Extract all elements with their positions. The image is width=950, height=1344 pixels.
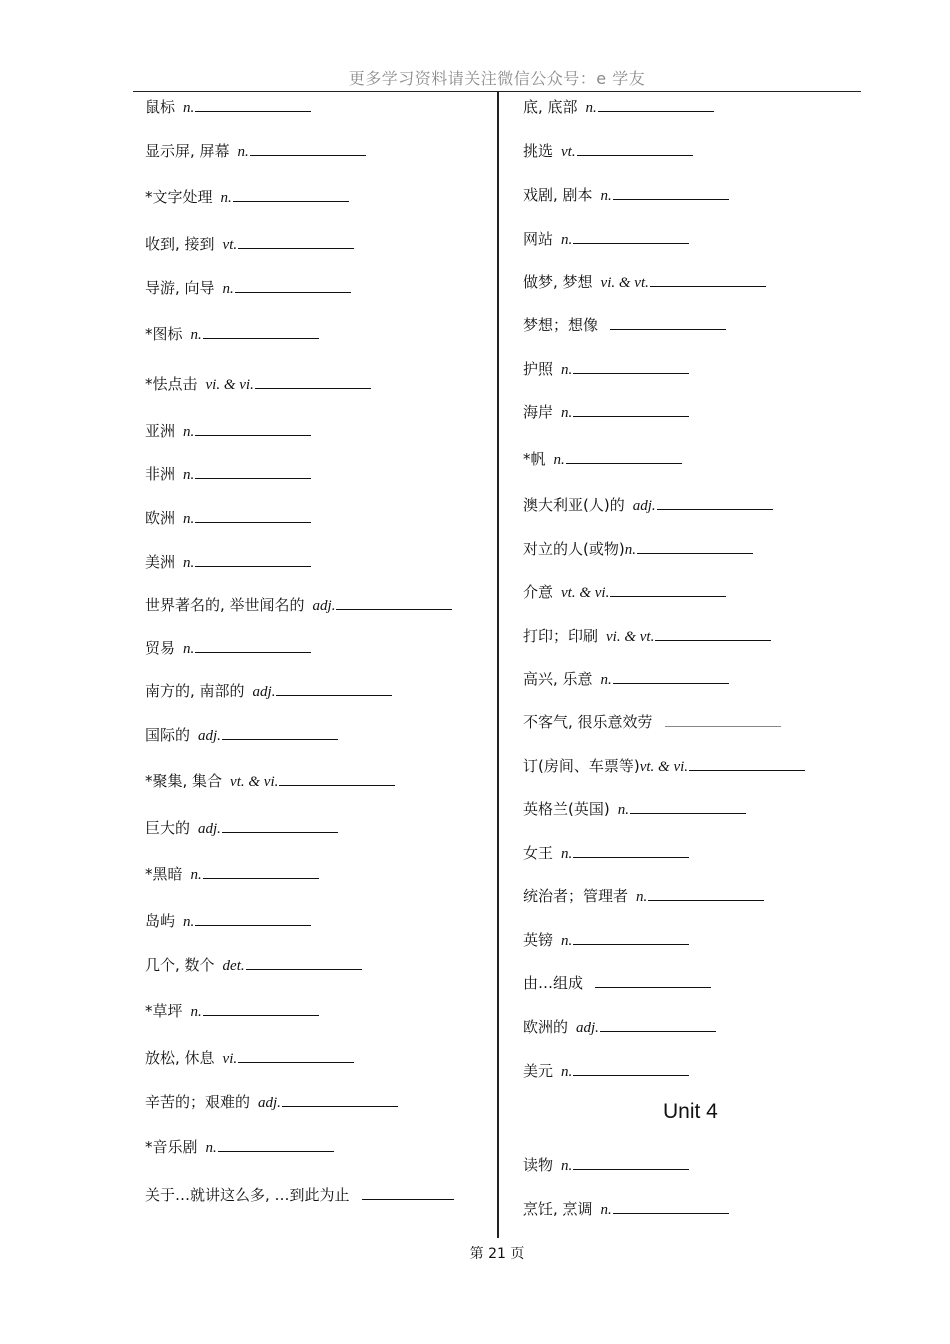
entry-pos: adj.: [198, 728, 221, 744]
entry-word: 欧洲的: [523, 1018, 569, 1036]
vocab-entry: [145, 909, 311, 932]
entry-pos: n.: [190, 1004, 202, 1020]
entry-pos: vi. & vt.: [606, 629, 655, 645]
vocab-entry: [145, 1046, 354, 1069]
entry-word: 读物: [523, 1156, 554, 1174]
entry-word: *黑暗: [145, 865, 183, 883]
entry-pos: n.: [561, 1158, 573, 1174]
page-header: 更多学习资料请关注微信公众号：e 学友: [348, 69, 646, 88]
entry-pos: n.: [190, 327, 202, 343]
vocab-entry: [145, 999, 319, 1022]
vocab-entry: [523, 1015, 716, 1038]
answer-blank[interactable]: [648, 884, 764, 901]
answer-blank[interactable]: [655, 624, 771, 641]
entry-word: 英镑: [523, 931, 554, 949]
answer-blank[interactable]: [195, 550, 311, 567]
column-divider: [497, 92, 499, 1238]
entry-pos: n.: [183, 467, 195, 483]
entry-pos: n.: [183, 914, 195, 930]
answer-blank[interactable]: [613, 1197, 729, 1214]
entry-word: 英格兰(英国): [523, 800, 610, 818]
entry-word: 女王: [523, 844, 554, 862]
entry-pos: n.: [183, 424, 195, 440]
answer-blank[interactable]: [203, 999, 319, 1016]
entry-pos: vi.: [222, 1051, 238, 1067]
vocab-entry: [523, 580, 726, 603]
vocab-entry: [523, 139, 693, 162]
vocab-entry: [523, 624, 771, 647]
answer-blank[interactable]: [573, 1153, 689, 1170]
vocab-entry: [145, 636, 311, 659]
vocab-entry: [523, 884, 764, 907]
vocab-entry: [145, 276, 351, 299]
entry-pos: adj.: [312, 598, 336, 614]
answer-blank[interactable]: [238, 232, 354, 249]
vocab-entry: [145, 95, 311, 118]
entry-word: 鼠标: [145, 98, 176, 116]
entry-word: 海岸: [523, 403, 554, 421]
vocab-entry: [145, 1135, 334, 1158]
vocab-entry: [145, 372, 371, 395]
vocab-entry: [523, 183, 729, 206]
answer-blank[interactable]: [637, 537, 753, 554]
vocab-entry: [523, 357, 689, 380]
unit-heading: Unit 4: [663, 1100, 718, 1123]
vocab-entry: [523, 313, 726, 335]
answer-blank[interactable]: [689, 754, 805, 771]
entry-word: 贸易: [145, 639, 176, 657]
entry-pos: adj.: [252, 684, 276, 700]
answer-blank[interactable]: [195, 909, 311, 926]
answer-blank[interactable]: [279, 769, 395, 786]
vocab-entry: [145, 679, 392, 702]
entry-word: 欧洲: [145, 509, 176, 527]
entry-word: 做梦, 梦想: [523, 273, 593, 291]
vocab-entry: [145, 769, 395, 792]
entry-pos: n.: [183, 100, 195, 116]
entry-pos: adj.: [576, 1020, 599, 1036]
entry-pos: vt. & vi.: [561, 585, 610, 601]
entry-pos: n.: [600, 672, 612, 688]
vocab-entry: [145, 862, 319, 885]
answer-blank[interactable]: [665, 710, 781, 727]
vocab-entry: [523, 928, 689, 951]
answer-blank[interactable]: [195, 419, 311, 436]
entry-pos: n.: [183, 555, 195, 571]
answer-blank[interactable]: [246, 953, 362, 970]
answer-blank[interactable]: [195, 95, 311, 112]
entry-word: 不客气, 很乐意效劳: [523, 713, 653, 731]
entry-word: 巨大的: [145, 819, 191, 837]
entry-word: 导游, 向导: [145, 279, 215, 297]
vocab-entry: [523, 797, 746, 820]
entry-word: 美元: [523, 1062, 554, 1080]
answer-blank[interactable]: [233, 185, 349, 202]
vocab-entry: [145, 816, 338, 839]
entry-word: 网站: [523, 230, 554, 248]
entry-word: *帆: [523, 450, 546, 468]
entry-word: 介意: [523, 583, 554, 601]
vocab-entry: [145, 506, 311, 529]
entry-word: 国际的: [145, 726, 191, 744]
entry-pos: n.: [205, 1140, 217, 1156]
vocab-entry: [523, 1153, 689, 1176]
entry-word: 澳大利亚(人)的: [523, 496, 625, 514]
vocab-entry: [145, 185, 349, 208]
entry-pos: n.: [561, 846, 573, 862]
vocab-entry: [523, 493, 773, 516]
answer-blank[interactable]: [573, 357, 689, 374]
answer-blank[interactable]: [573, 1059, 689, 1076]
entry-word: 非洲: [145, 465, 176, 483]
entry-pos: vi. & vi.: [205, 377, 254, 393]
vocab-entry: [145, 462, 311, 485]
entry-pos: n.: [561, 405, 573, 421]
vocab-entry: [145, 1183, 454, 1205]
entry-word: *文字处理: [145, 188, 213, 206]
entry-pos: n.: [222, 281, 234, 297]
vocab-entry: [145, 723, 338, 746]
answer-blank[interactable]: [255, 372, 371, 389]
answer-blank[interactable]: [362, 1183, 454, 1200]
entry-word: 关于…就讲这么多, …到此为止: [145, 1186, 350, 1204]
entry-pos: n.: [617, 802, 629, 818]
vocab-entry: [523, 971, 711, 993]
entry-word: 几个, 数个: [145, 956, 215, 974]
entry-word: 护照: [523, 360, 554, 378]
vocab-entry: [145, 139, 366, 162]
entry-word: *怯点击: [145, 375, 198, 393]
vocab-entry: [523, 710, 781, 732]
vocab-entry: [145, 593, 452, 616]
entry-word: 显示屏, 屏幕: [145, 142, 230, 160]
entry-pos: vi. & vt.: [600, 275, 649, 291]
entry-pos: n.: [636, 889, 648, 905]
vocab-entry: [523, 1059, 689, 1082]
answer-blank[interactable]: [195, 636, 311, 653]
entry-pos: vt. & vi.: [639, 759, 689, 775]
vocab-entry: [523, 400, 689, 423]
entry-word: *草坪: [145, 1002, 183, 1020]
answer-blank[interactable]: [598, 95, 714, 112]
answer-blank[interactable]: [595, 971, 711, 988]
vocab-entry: [523, 227, 689, 250]
entry-word: *音乐剧: [145, 1138, 198, 1156]
entry-pos: n.: [183, 641, 195, 657]
entry-pos: n.: [624, 542, 636, 558]
answer-blank[interactable]: [613, 183, 729, 200]
entry-pos: n.: [600, 188, 612, 204]
entry-pos: adj.: [258, 1095, 281, 1111]
answer-blank[interactable]: [222, 816, 338, 833]
entry-pos: n.: [220, 190, 232, 206]
entry-word: 底, 底部: [523, 98, 578, 116]
entry-pos: n.: [600, 1202, 612, 1218]
vocab-entry: [145, 953, 362, 976]
answer-blank[interactable]: [250, 139, 366, 156]
entry-pos: n.: [561, 933, 573, 949]
vocab-entry: [145, 550, 311, 573]
entry-word: 统治者；管理者: [523, 887, 629, 905]
entry-pos: n.: [190, 867, 202, 883]
entry-word: 美洲: [145, 553, 176, 571]
entry-word: 世界著名的, 举世闻名的: [145, 596, 305, 614]
answer-blank[interactable]: [657, 493, 773, 510]
entry-pos: vt.: [222, 237, 238, 253]
entry-pos: n.: [585, 100, 597, 116]
entry-word: 对立的人(或物): [523, 540, 625, 558]
answer-blank[interactable]: [203, 322, 319, 339]
vocab-entry: [145, 232, 354, 255]
entry-word: 打印；印刷: [523, 627, 599, 645]
answer-blank[interactable]: [336, 593, 452, 610]
entry-pos: vt.: [561, 144, 576, 160]
entry-word: 订(房间、车票等): [523, 757, 640, 775]
answer-blank[interactable]: [613, 667, 729, 684]
entry-word: 高兴, 乐意: [523, 670, 593, 688]
answer-blank[interactable]: [222, 723, 338, 740]
entry-word: 梦想；想像: [523, 316, 599, 334]
answer-blank[interactable]: [282, 1090, 398, 1107]
vocab-entry: [523, 841, 689, 864]
entry-word: 岛屿: [145, 912, 176, 930]
vocab-entry: [523, 754, 805, 777]
entry-pos: n.: [561, 232, 573, 248]
answer-blank[interactable]: [238, 1046, 354, 1063]
vocab-entry: [523, 270, 766, 293]
answer-blank[interactable]: [630, 797, 746, 814]
answer-blank[interactable]: [573, 928, 689, 945]
entry-word: 放松, 休息: [145, 1049, 215, 1067]
vocab-entry: [145, 1090, 398, 1113]
entry-word: 亚洲: [145, 422, 176, 440]
answer-blank[interactable]: [218, 1135, 334, 1152]
vocab-entry: [145, 419, 311, 442]
vocab-entry: [523, 1197, 729, 1220]
answer-blank[interactable]: [577, 139, 693, 156]
entry-word: *聚集, 集合: [145, 772, 223, 790]
entry-pos: n.: [561, 362, 573, 378]
answer-blank[interactable]: [203, 862, 319, 879]
entry-word: 辛苦的；艰难的: [145, 1093, 251, 1111]
vocab-entry: [523, 447, 682, 470]
answer-blank[interactable]: [650, 270, 766, 287]
entry-word: 南方的, 南部的: [145, 682, 245, 700]
entry-word: 收到, 接到: [145, 235, 215, 253]
answer-blank[interactable]: [610, 580, 726, 597]
entry-word: *图标: [145, 325, 183, 343]
entry-pos: n.: [561, 1064, 573, 1080]
vocab-entry: [523, 667, 729, 690]
entry-word: 由…组成: [523, 974, 584, 992]
entry-pos: det.: [222, 958, 245, 974]
answer-blank[interactable]: [566, 447, 682, 464]
entry-pos: n.: [183, 511, 195, 527]
answer-blank[interactable]: [195, 462, 311, 479]
answer-blank[interactable]: [573, 841, 689, 858]
entry-pos: vt. & vi.: [230, 774, 279, 790]
answer-blank[interactable]: [235, 276, 351, 293]
vocab-entry: [523, 537, 753, 560]
entry-pos: n.: [553, 452, 565, 468]
answer-blank[interactable]: [276, 679, 392, 696]
answer-blank[interactable]: [610, 313, 726, 330]
entry-word: 烹饪, 烹调: [523, 1200, 593, 1218]
entry-word: 戏剧, 剧本: [523, 186, 593, 204]
answer-blank[interactable]: [573, 227, 689, 244]
entry-word: 挑选: [523, 142, 554, 160]
entry-pos: adj.: [198, 821, 221, 837]
entry-pos: adj.: [632, 498, 656, 514]
page-number: 第 21 页: [469, 1246, 525, 1262]
entry-pos: n.: [237, 144, 249, 160]
vocab-entry: [145, 322, 319, 345]
answer-blank[interactable]: [600, 1015, 716, 1032]
answer-blank[interactable]: [195, 506, 311, 523]
vocab-entry: [523, 95, 714, 118]
answer-blank[interactable]: [573, 400, 689, 417]
